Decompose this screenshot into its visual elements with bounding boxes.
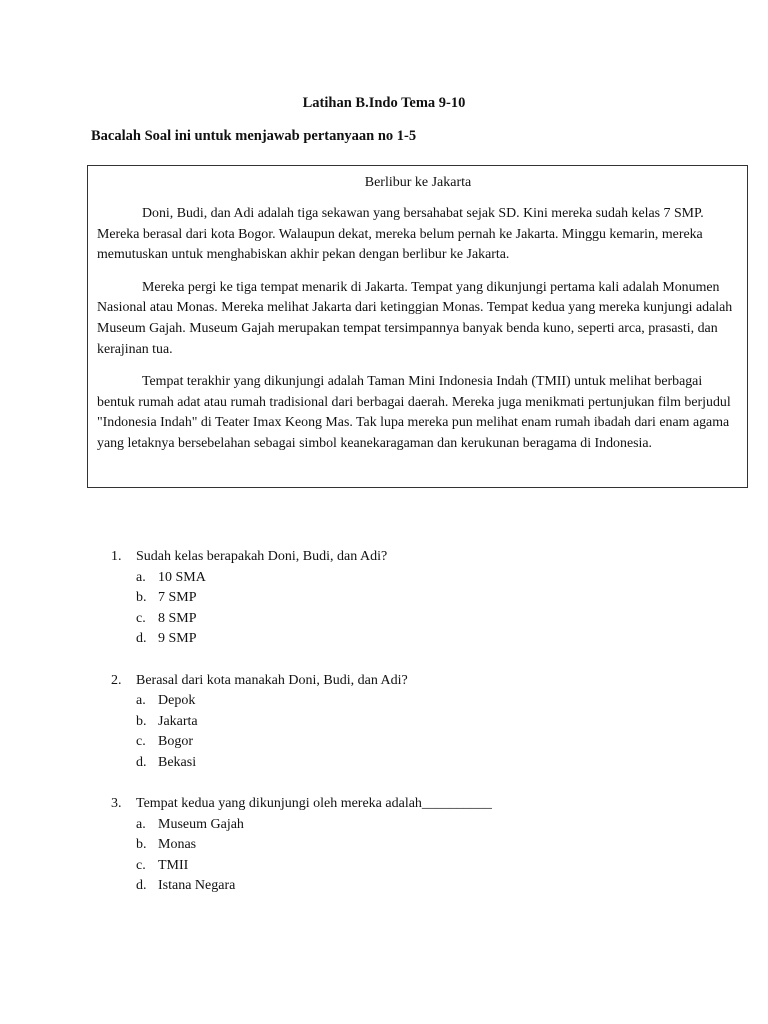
option-text: Depok — [158, 693, 196, 708]
option-item — [111, 732, 711, 753]
option-text: TMII — [158, 857, 189, 873]
option-item — [111, 609, 711, 630]
option-text: 10 SMA — [158, 569, 206, 585]
reading-passage-box — [87, 165, 748, 488]
option-item — [111, 856, 711, 877]
option-letter: b. — [136, 590, 147, 605]
option-letter: d. — [136, 878, 147, 893]
option-text: Istana Negara — [158, 878, 236, 893]
option-list — [111, 815, 711, 897]
option-item — [111, 876, 711, 897]
option-text: 7 SMP — [158, 590, 197, 605]
option-item — [111, 588, 711, 609]
question-number: 2. — [111, 672, 122, 688]
passage-paragraph-1: Doni, Budi, dan Adi adalah tiga sekawan yang bersahabat sejak SD. Kini mereka sudah kelas 7 SMP. Mereka berasal dari kota Bogor. Walaupun dekat, mereka belum pernah ke Jakarta. Minggu kemarin, mereka memutuskan untuk menghabiskan akhir pekan dengan berlibur ke Jakarta. — [97, 206, 704, 263]
instruction-text: Bacalah Soal ini untuk menjawab pertanyaan no 1-5 — [91, 128, 417, 144]
option-text: 9 SMP — [158, 631, 197, 646]
option-letter: a. — [136, 816, 146, 832]
option-item — [111, 568, 711, 589]
option-text: Monas — [158, 837, 197, 852]
option-letter: b. — [136, 713, 147, 729]
page-title: Latihan B.Indo Tema 9-10 — [302, 95, 466, 111]
question-number: 1. — [111, 549, 122, 564]
option-letter: d. — [136, 631, 147, 646]
question-text: Sudah kelas berapakah Doni, Budi, dan Adi? — [136, 549, 388, 564]
option-list — [111, 691, 711, 773]
option-letter: a. — [136, 693, 146, 708]
option-letter: c. — [136, 734, 146, 749]
option-letter: a. — [136, 569, 146, 585]
option-item — [111, 753, 711, 774]
option-letter: c. — [136, 610, 146, 626]
option-text: Museum Gajah — [158, 816, 244, 832]
option-item — [111, 712, 711, 733]
option-item — [111, 629, 711, 650]
option-text: 8 SMP — [158, 610, 197, 626]
option-letter: b. — [136, 837, 147, 852]
option-text: Bekasi — [158, 754, 197, 770]
passage-paragraph-3: Tempat terakhir yang dikunjungi adalah Taman Mini Indonesia Indah (TMII) untuk melihat berbagai bentuk rumah adat atau rumah tradisional dari berbagai daerah. Mereka juga menikmati pertunjukan film berjudul "Indonesia Indah" di Teater Imax Keong Mas. Tak lupa mereka pun melihat enam rumah ibadah dari enam agama yang letaknya bersebelahan sebagai simbol keanekaragaman dan kerukunan beragama di Indonesia. — [97, 374, 731, 451]
option-item — [111, 815, 711, 836]
option-list — [111, 568, 711, 650]
passage-paragraph-2: Mereka pergi ke tiga tempat menarik di Jakarta. Tempat yang dikunjungi pertama kali adalah Monumen Nasional atau Monas. Mereka melihat Jakarta dari ketinggian Monas. Tempat kedua yang mereka kunjungi adalah Museum Gajah. Museum Gajah merupakan tempat tersimpannya banyak benda kuno, seperti arca, prasasti, dan kerajinan tua. — [97, 279, 733, 357]
question-number: 3. — [111, 796, 122, 811]
question-list — [111, 547, 711, 918]
question-1 — [111, 547, 711, 650]
question-text: Tempat kedua yang dikunjungi oleh mereka adalah__________ — [136, 796, 492, 811]
passage-title: Berlibur ke Jakarta — [364, 175, 472, 190]
question-3 — [111, 794, 711, 897]
option-letter: d. — [136, 754, 147, 770]
option-letter: c. — [136, 857, 146, 873]
option-item — [111, 835, 711, 856]
option-text: Jakarta — [158, 713, 198, 729]
option-text: Bogor — [158, 734, 193, 749]
option-item — [111, 691, 711, 712]
question-2 — [111, 671, 711, 774]
question-text: Berasal dari kota manakah Doni, Budi, dan Adi? — [136, 672, 408, 688]
